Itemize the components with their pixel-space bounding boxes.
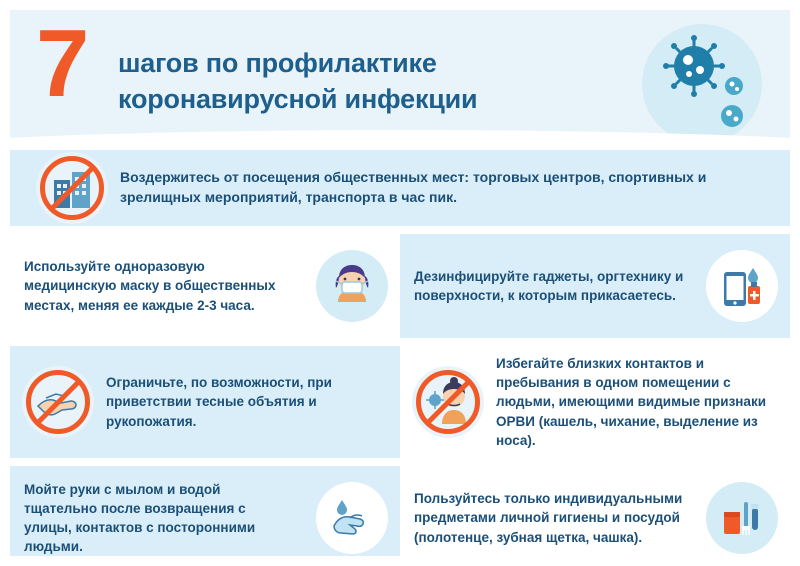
step-text-4: Ограничьте, по возможности, при приветствии тесные объятия и рукопожатия.	[106, 375, 332, 429]
step-text-7: Пользуйтесь только индивидуальными предметами личной гигиены и посудой (полотенце, зубная щетка, чашка).	[414, 491, 683, 545]
poster-header	[10, 10, 790, 150]
step-count-number: 7	[36, 10, 90, 117]
row-spacer	[10, 338, 790, 346]
smartphone-sanitizer-icon	[706, 250, 778, 322]
step-row-1	[10, 150, 790, 226]
coronavirus-icon	[642, 24, 762, 144]
title-line-2: коронавирусной инфекции	[118, 83, 478, 114]
header-wave-divider	[10, 130, 790, 150]
washing-hands-icon	[316, 482, 388, 554]
step-row-3	[10, 346, 790, 458]
step-text-2: Используйте одноразовую медицинскую маску в общественных местах, меняя ее каждые 2-3 часа.	[24, 259, 276, 313]
personal-hygiene-items-icon	[706, 482, 778, 554]
no-handshake-icon	[22, 366, 94, 438]
page-title	[118, 46, 678, 117]
poster-inner	[10, 10, 790, 556]
step-text-6: Мойте руки с мылом и водой тщательно после возвращения с улицы, контактов с посторонними людьми.	[24, 481, 256, 555]
row-spacer	[10, 458, 790, 466]
step-cell-6	[10, 466, 400, 556]
prohibition-sign-icon	[40, 156, 104, 220]
step-text-1: Воздержитесь от посещения общественных мест: торговых центров, спортивных и зрелищных мероприятий, транспорта в час пик.	[120, 169, 707, 205]
step-cell-7	[400, 466, 790, 556]
step-cell-2	[10, 234, 400, 338]
step-text-5: Избегайте близких контактов и пребывания в одном помещении с людьми, имеющими видимые признаки ОРВИ (кашель, чихание, выделение из носа).	[496, 356, 766, 448]
no-close-contact-sick-person-icon	[412, 366, 484, 438]
step-row-2	[10, 234, 790, 338]
row-spacer	[10, 226, 790, 234]
step-text-3: Дезинфицируйте гаджеты, оргтехнику и поверхности, к которым прикасаетесь.	[414, 268, 684, 303]
step-cell-5	[400, 346, 790, 458]
woman-in-medical-mask-icon	[316, 250, 388, 322]
prohibition-sign-icon	[416, 370, 480, 434]
prohibition-sign-icon	[26, 370, 90, 434]
title-line-1: шагов по профилактике	[118, 48, 437, 78]
step-cell-4	[10, 346, 400, 458]
step-row-4	[10, 466, 790, 556]
step-cell-3	[400, 234, 790, 338]
no-public-places-icon	[36, 152, 108, 224]
